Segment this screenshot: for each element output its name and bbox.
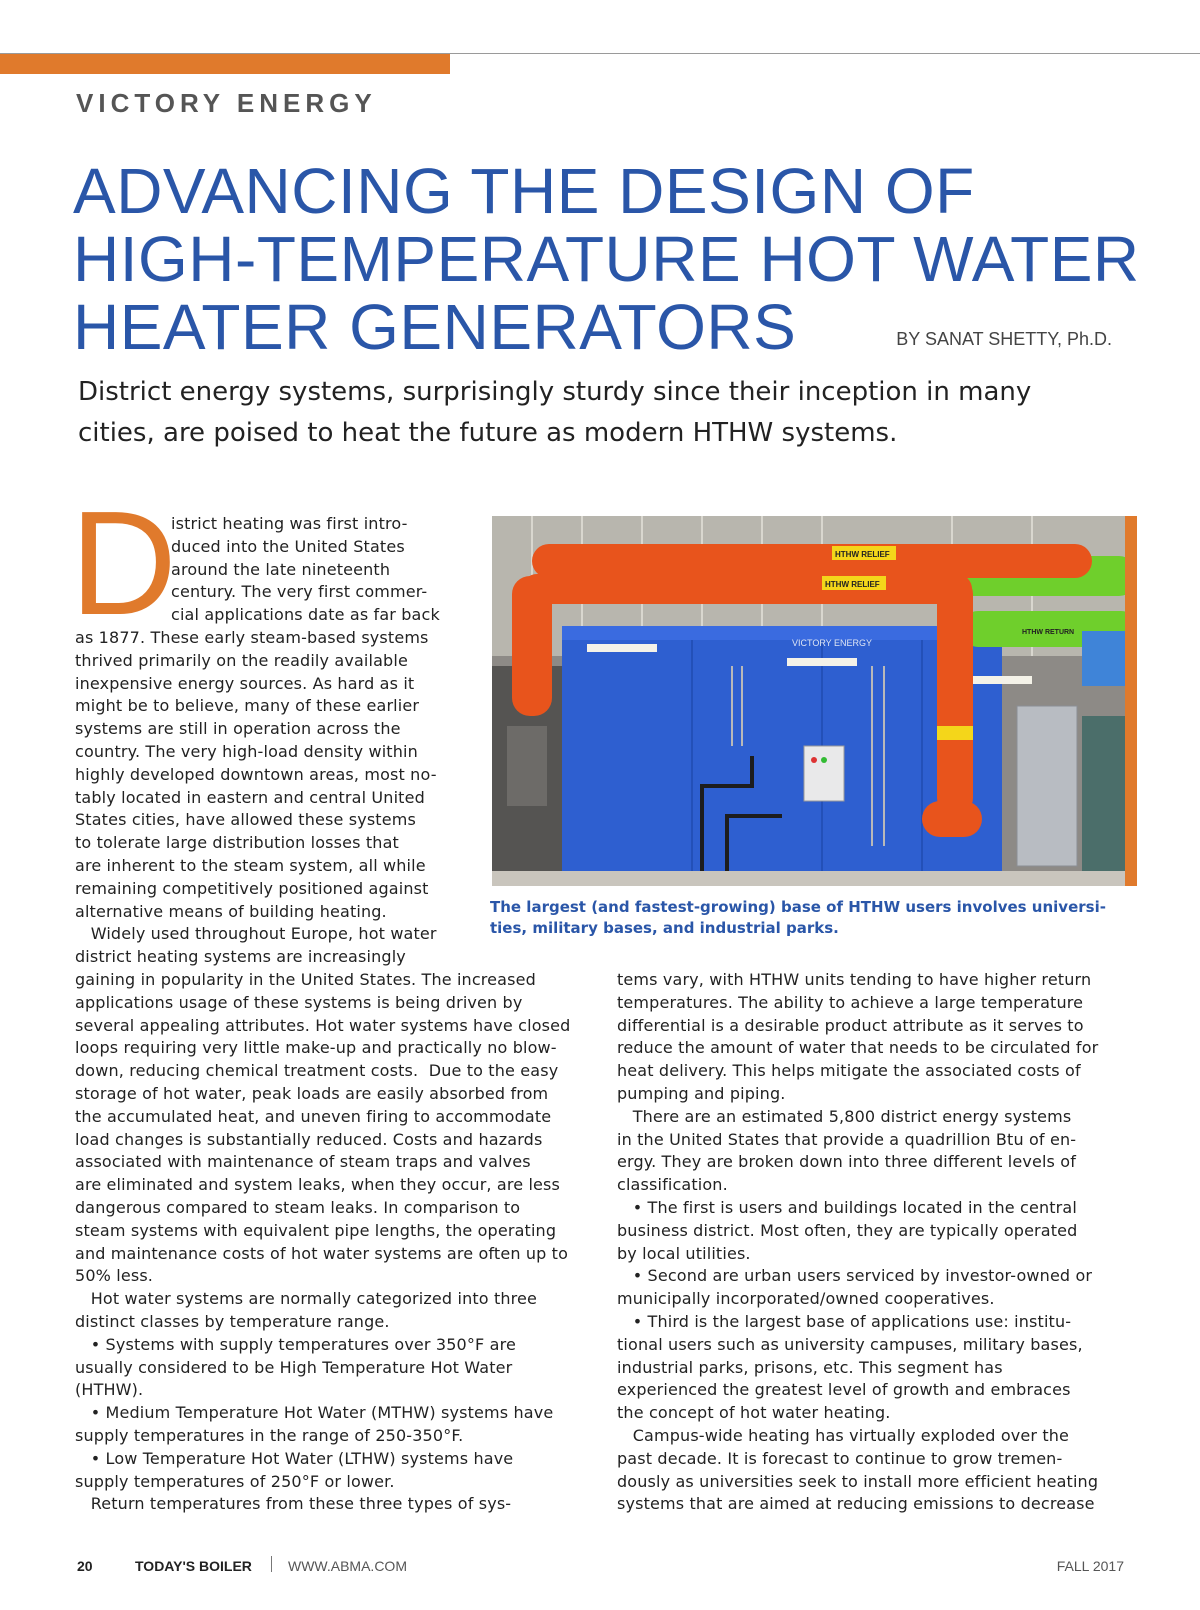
- body-text-line: experienced the greatest level of growth and embraces: [617, 1380, 1071, 1400]
- orange-pipe-left-drop: [512, 576, 552, 716]
- caption-line: ties, military bases, and industrial parks.: [490, 919, 839, 937]
- body-text-line: by local utilities.: [617, 1243, 751, 1263]
- body-text-line: • Low Temperature Hot Water (LTHW) systems have: [75, 1448, 514, 1468]
- body-text-line: are inherent to the steam system, all while: [75, 856, 426, 875]
- footer-divider: [271, 1556, 272, 1572]
- body-text-line: • Systems with supply temperatures over 350°F are: [75, 1334, 516, 1354]
- body-text-line: heat delivery. This helps mitigate the associated costs of: [617, 1061, 1081, 1081]
- headline-line: HIGH-TEMPERATURE HOT WATER: [73, 223, 1140, 295]
- body-text-line: distinct classes by temperature range.: [75, 1312, 390, 1331]
- body-text-line: tably located in eastern and central United: [75, 787, 425, 807]
- body-text-line: inexpensive energy sources. As hard as it: [75, 673, 415, 693]
- boiler-nameplate: VICTORY ENERGY: [792, 638, 873, 648]
- indicator-light: [811, 757, 817, 763]
- body-text-line: (HTHW).: [75, 1380, 144, 1400]
- body-text-line: applications usage of these systems is being driven by: [75, 992, 523, 1012]
- boiler-top-edge: [562, 626, 1002, 640]
- article-dek: [78, 372, 1138, 454]
- body-text-line: country. The very high-load density within: [75, 742, 418, 761]
- body-text-line: industrial parks, prisons, etc. This segment has: [617, 1357, 1003, 1377]
- orange-pipe-elbow: [922, 801, 982, 837]
- body-text-line: past decade. It is forecast to continue to grow tremen-: [617, 1448, 1063, 1468]
- body-text-line: are eliminated and system leaks, when they occur, are less: [75, 1175, 561, 1195]
- body-text-line: 50% less.: [75, 1266, 154, 1286]
- caption-line: The largest (and fastest-growing) base of HTHW users involves universi-: [490, 898, 1106, 916]
- body-text-line: systems that are aimed at reducing emissions to decrease: [617, 1494, 1095, 1514]
- body-text-line: tional users such as university campuses, military bases,: [617, 1334, 1083, 1354]
- body-text-line: supply temperatures in the range of 250-350°F.: [75, 1426, 464, 1445]
- body-text-line: • Medium Temperature Hot Water (MTHW) systems have: [75, 1403, 554, 1423]
- body-text-line: Return temperatures from these three types of sys-: [75, 1494, 512, 1514]
- issue-date: FALL 2017: [1056, 1558, 1124, 1574]
- body-text-line: around the late nineteenth: [171, 559, 391, 579]
- body-text-line: ergy. They are broken down into three different levels of: [617, 1152, 1076, 1172]
- dek-line: cities, are poised to heat the future as modern HTHW systems.: [78, 418, 898, 448]
- body-text-line: classification.: [617, 1175, 728, 1195]
- page-footer: [0, 1558, 1200, 1578]
- body-text-line: reduce the amount of water that needs to be circulated for: [617, 1038, 1099, 1058]
- body-text-line: highly developed downtown areas, most no-: [75, 764, 437, 784]
- body-text-line: • Second are urban users serviced by investor-owned or: [617, 1266, 1093, 1286]
- section-kicker: VICTORY ENERGY: [76, 88, 377, 118]
- body-text-line: storage of hot water, peak loads are easily absorbed from: [75, 1084, 549, 1103]
- boiler-body: [562, 626, 1002, 876]
- control-box: [804, 746, 844, 801]
- body-text-line: supply temperatures of 250°F or lower.: [75, 1471, 395, 1491]
- ceiling-light: [787, 658, 857, 666]
- photo-caption: [490, 897, 1130, 939]
- body-text-line: duced into the United States: [171, 536, 405, 556]
- author-byline: BY SANAT SHETTY, Ph.D.: [896, 329, 1112, 349]
- body-text-line: the concept of hot water heating.: [617, 1403, 891, 1423]
- drop-cap: D: [70, 481, 177, 646]
- body-text-line: tems vary, with HTHW units tending to have higher return: [617, 970, 1092, 989]
- body-text-line: States cities, have allowed these systems: [75, 810, 416, 830]
- page-number: 20: [77, 1558, 93, 1574]
- headline-line: HEATER GENERATORS: [73, 291, 797, 363]
- body-text-line: municipally incorporated/owned cooperatives.: [617, 1289, 995, 1309]
- body-text-line: to tolerate large distribution losses that: [75, 833, 399, 853]
- left-panel: [507, 726, 547, 806]
- magazine-name: TODAY'S BOILER: [135, 1558, 252, 1574]
- body-text-line: business district. Most often, they are typically operated: [617, 1220, 1078, 1240]
- pipe-label-tag: [937, 726, 973, 740]
- body-text-line: steam systems with equivalent pipe lengths, the operating: [75, 1220, 557, 1240]
- section-accent-bar: [0, 54, 450, 74]
- ceiling-light: [587, 644, 657, 652]
- body-text-line: Campus-wide heating has virtually exploded over the: [617, 1426, 1070, 1445]
- orange-pipe-right-drop: [937, 576, 973, 816]
- body-text-line: down, reducing chemical treatment costs. Due to the easy: [75, 1061, 559, 1081]
- photo-edge-accent: [1125, 516, 1137, 886]
- body-text-line: differential is a desirable product attribute as it serves to: [617, 1015, 1084, 1035]
- floor: [492, 871, 1137, 886]
- body-text-line: Hot water systems are normally categorized into three: [75, 1289, 538, 1309]
- body-text-line: alternative means of building heating.: [75, 901, 387, 921]
- body-text-line: load changes is substantially reduced. Costs and hazards: [75, 1129, 543, 1149]
- indicator-light: [821, 757, 827, 763]
- boiler-room-photo: [492, 516, 1137, 886]
- electrical-cabinet: [1017, 706, 1077, 866]
- body-text-line: temperatures. The ability to achieve a large temperature: [617, 992, 1084, 1012]
- pipe-label-relief: HTHW RELIEF: [835, 550, 890, 559]
- magazine-url: WWW.ABMA.COM: [288, 1558, 407, 1574]
- body-text-line: istrict heating was first intro-: [171, 514, 408, 533]
- body-text-line: • Third is the largest base of applications use: institu-: [617, 1312, 1072, 1331]
- body-text-line: associated with maintenance of steam traps and valves: [75, 1152, 531, 1172]
- body-text-line: in the United States that provide a quadrillion Btu of en-: [617, 1129, 1077, 1149]
- body-text-line: thrived primarily on the readily available: [75, 650, 408, 670]
- body-text-line: There are an estimated 5,800 district energy systems: [617, 1106, 1072, 1126]
- orange-pipe-top: [532, 544, 1092, 578]
- body-text-line: pumping and piping.: [617, 1084, 786, 1103]
- body-text-line: systems are still in operation across the: [75, 719, 401, 739]
- body-text-line: • The first is users and buildings located in the central: [617, 1198, 1077, 1217]
- body-text-line: several appealing attributes. Hot water systems have closed: [75, 1015, 571, 1035]
- pipe-label-relief: HTHW RELIEF: [825, 580, 880, 589]
- body-text-line: the accumulated heat, and uneven firing to accommodate: [75, 1106, 552, 1126]
- body-text-line: district heating systems are increasingly: [75, 947, 406, 967]
- body-text-line: loops requiring very little make-up and practically no blow-: [75, 1038, 557, 1058]
- body-text-line: remaining competitively positioned against: [75, 878, 429, 898]
- dek-line: District energy systems, surprisingly sturdy since their inception in many: [78, 377, 1032, 407]
- body-text-line: usually considered to be High Temperature Hot Water: [75, 1357, 513, 1377]
- body-text-line: gaining in popularity in the United States. The increased: [75, 970, 536, 989]
- body-text-line: as 1877. These early steam-based systems: [75, 628, 429, 647]
- body-text-line: cial applications date as far back: [171, 605, 440, 625]
- body-text-line: Widely used throughout Europe, hot water: [75, 924, 437, 944]
- pipe-label-return: HTHW RETURN: [1022, 629, 1075, 636]
- body-text-line: century. The very first commer-: [171, 582, 428, 602]
- boiler-room-illustration: [492, 516, 1137, 886]
- body-text-line: dangerous compared to steam leaks. In comparison to: [75, 1198, 521, 1217]
- body-text-line: dously as universities seek to install more efficient heating: [617, 1471, 1099, 1491]
- headline-line: ADVANCING THE DESIGN OF: [73, 155, 975, 227]
- body-text-line: and maintenance costs of hot water systems are often up to: [75, 1243, 569, 1263]
- orange-pipe-second: [522, 574, 972, 604]
- body-text-line: might be to believe, many of these earlier: [75, 696, 420, 716]
